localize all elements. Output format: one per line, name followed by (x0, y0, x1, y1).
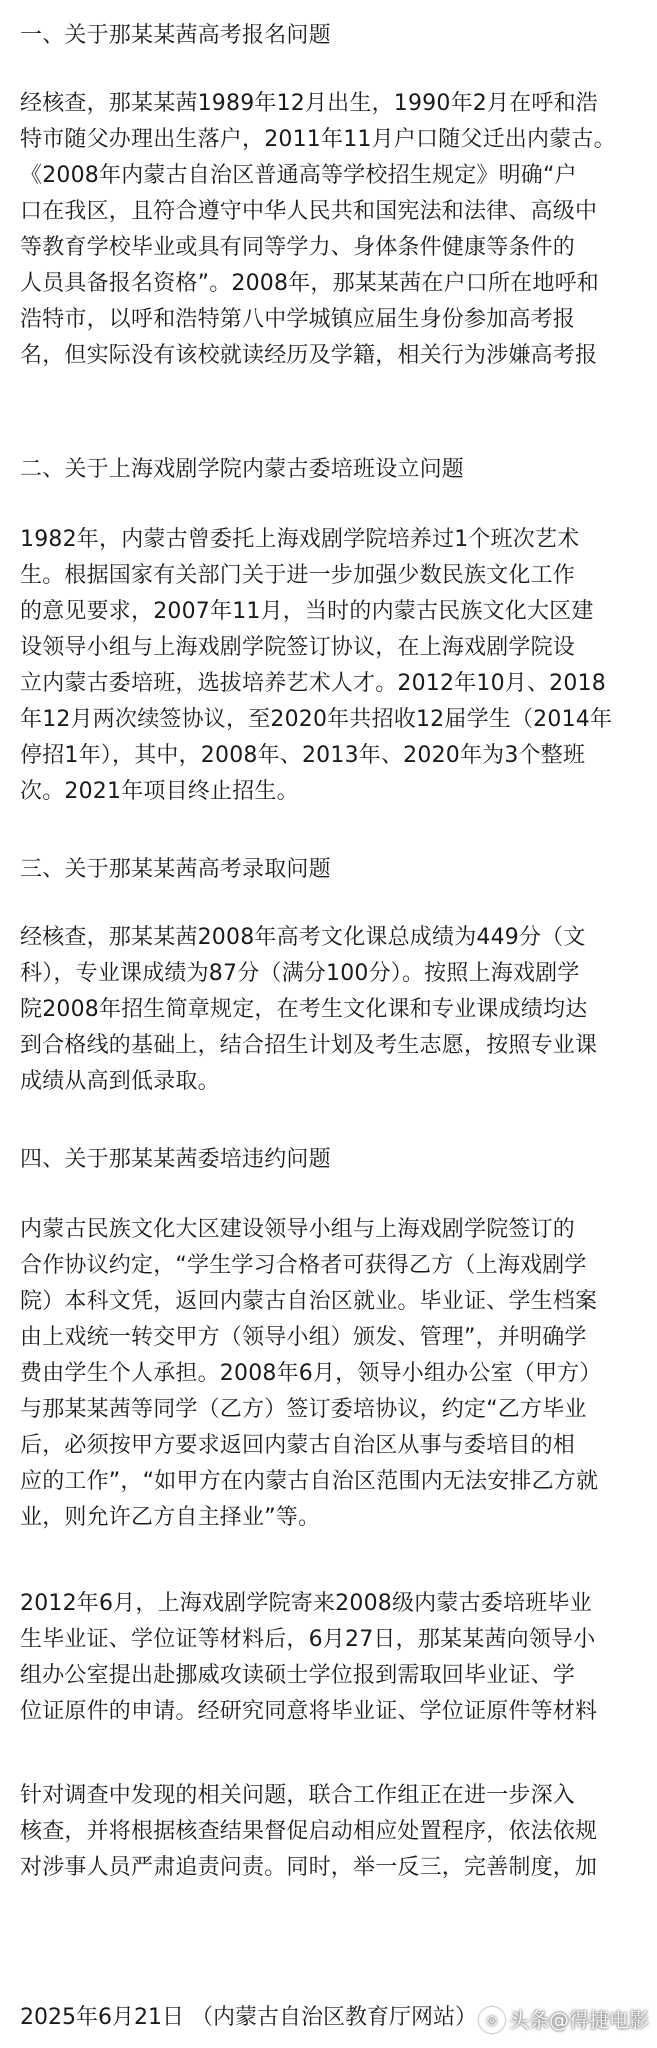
text-line: 科），专业课成绩为87分（满分100分）。按照上海戏剧学 (20, 961, 580, 986)
text-line: 针对调查中发现的相关问题，联合工作组正在进一步深入 (20, 1783, 576, 1808)
text-line: 成绩从高到低录取。 (20, 1069, 220, 1094)
text-line: 位证原件的申请。经研究同意将毕业证、学位证原件等材料 (20, 1699, 598, 1724)
section-1-heading: 一、关于那某某茜高考报名问题 (20, 23, 331, 48)
watermark-text: 头条@得捷电影 (509, 2008, 649, 2032)
text-line: 经核查，那某某茜2008年高考文化课总成绩为449分（文 (20, 925, 586, 950)
text-line: 设领导小组与上海戏剧学院签订协议，在上海戏剧学院设 (20, 635, 576, 660)
text-line: 院2008年招生简章规定，在考生文化课和专业课成绩均达 (20, 997, 588, 1022)
text-line: 等教育学校毕业或具有同等学力、身体条件健康等条件的 (20, 235, 576, 260)
text-line: 由上戏统一转交甲方（领导小组）颁发、管理”，并明确学 (20, 1325, 587, 1350)
text-line: 经核查，那某某茜1989年12月出生，1990年2月在呼和浩 (20, 91, 598, 116)
text-line: 的意见要求，2007年11月，当时的内蒙古民族文化大区建 (20, 599, 594, 624)
text-line: 到合格线的基础上，结合招生计划及考生志愿，按照专业课 (20, 1033, 598, 1058)
text-line: 对涉事人员严肃追责问责。同时，举一反三，完善制度，加 (20, 1855, 598, 1880)
text-line: 年12月两次续签协议，至2020年共招收12届学生（2014年 (20, 707, 613, 732)
text-line: 与那某某茜等同学（乙方）签订委培协议，约定“乙方毕业 (20, 1397, 587, 1422)
section-1-paragraph-1 (20, 86, 640, 374)
text-line: 生毕业证、学位证等材料后，6月27日，那某某茜向领导小 (20, 1627, 596, 1652)
text-line: 后，必须按甲方要求返回内蒙古自治区从事与委培目的相 (20, 1433, 576, 1458)
text-line: 名，但实际没有该校就读经历及学籍，相关行为涉嫌高考报 (20, 343, 598, 368)
text-line: 停招1年），其中，2008年、2013年、2020年为3个整班 (20, 743, 586, 768)
date-source-line: 2025年6月21日 （内蒙古自治区教育厅网站） (20, 2005, 477, 2030)
section-3-paragraph-1 (20, 920, 640, 1100)
text-line: 次。2021年项目终止招生。 (20, 779, 299, 804)
text-line: 口在我区，且符合遵守中华人民共和国宪法和法律、高级中 (20, 199, 598, 224)
section-2-heading: 二、关于上海戏剧学院内蒙古委培班设立问题 (20, 457, 465, 482)
section-4-paragraph-1 (20, 1212, 640, 1536)
text-line: 1982年，内蒙古曾委托上海戏剧学院培养过1个班次艺术 (20, 527, 580, 552)
text-line: 内蒙古民族文化大区建设领导小组与上海戏剧学院签订的 (20, 1217, 576, 1242)
text-line: 立内蒙古委培班，选拔培养艺术人才。2012年10月、2018 (20, 671, 606, 696)
text-line: 费由学生个人承担。2008年6月，领导小组办公室（甲方） (20, 1361, 602, 1386)
section-2-paragraph-1 (20, 522, 640, 810)
text-line: 特市随父办理出生落户，2011年11月户口随父迁出内蒙古。 (20, 127, 616, 152)
watermark (479, 2006, 649, 2034)
toutiao-logo-icon: ◎ (479, 2007, 505, 2033)
section-4-paragraph-2 (20, 1586, 640, 1730)
text-line: 人员具备报名资格”。2008年，那某某茜在户口所在地呼和 (20, 271, 599, 296)
text-line: 浩特市，以呼和浩特第八中学城镇应届生身份参加高考报 (20, 307, 576, 332)
text-line: 核查，并将根据核查结果督促启动相应处置程序，依法依规 (20, 1819, 598, 1844)
text-line: 应的工作”，“如甲方在内蒙古自治区范围内无法安排乙方就 (20, 1469, 599, 1494)
closing-paragraph (20, 1778, 640, 1886)
text-line: 业，则允许乙方自主择业”等。 (20, 1505, 321, 1530)
section-3-heading: 三、关于那某某茜高考录取问题 (20, 857, 331, 882)
text-line: 组办公室提出赴挪威攻读硕士学位报到需取回毕业证、学 (20, 1663, 576, 1688)
text-line: 2012年6月，上海戏剧学院寄来2008级内蒙古委培班毕业 (20, 1591, 592, 1616)
section-4-heading: 四、关于那某某茜委培违约问题 (20, 1147, 331, 1172)
text-line: 生。根据国家有关部门关于进一步加强少数民族文化工作 (20, 563, 576, 588)
text-line: 院）本科文凭，返回内蒙古自治区就业。毕业证、学生档案 (20, 1289, 598, 1314)
text-line: 合作协议约定，“学生学习合格者可获得乙方（上海戏剧学 (20, 1253, 587, 1278)
text-line: 《2008年内蒙古自治区普通高等学校招生规定》明确“户 (20, 163, 577, 188)
